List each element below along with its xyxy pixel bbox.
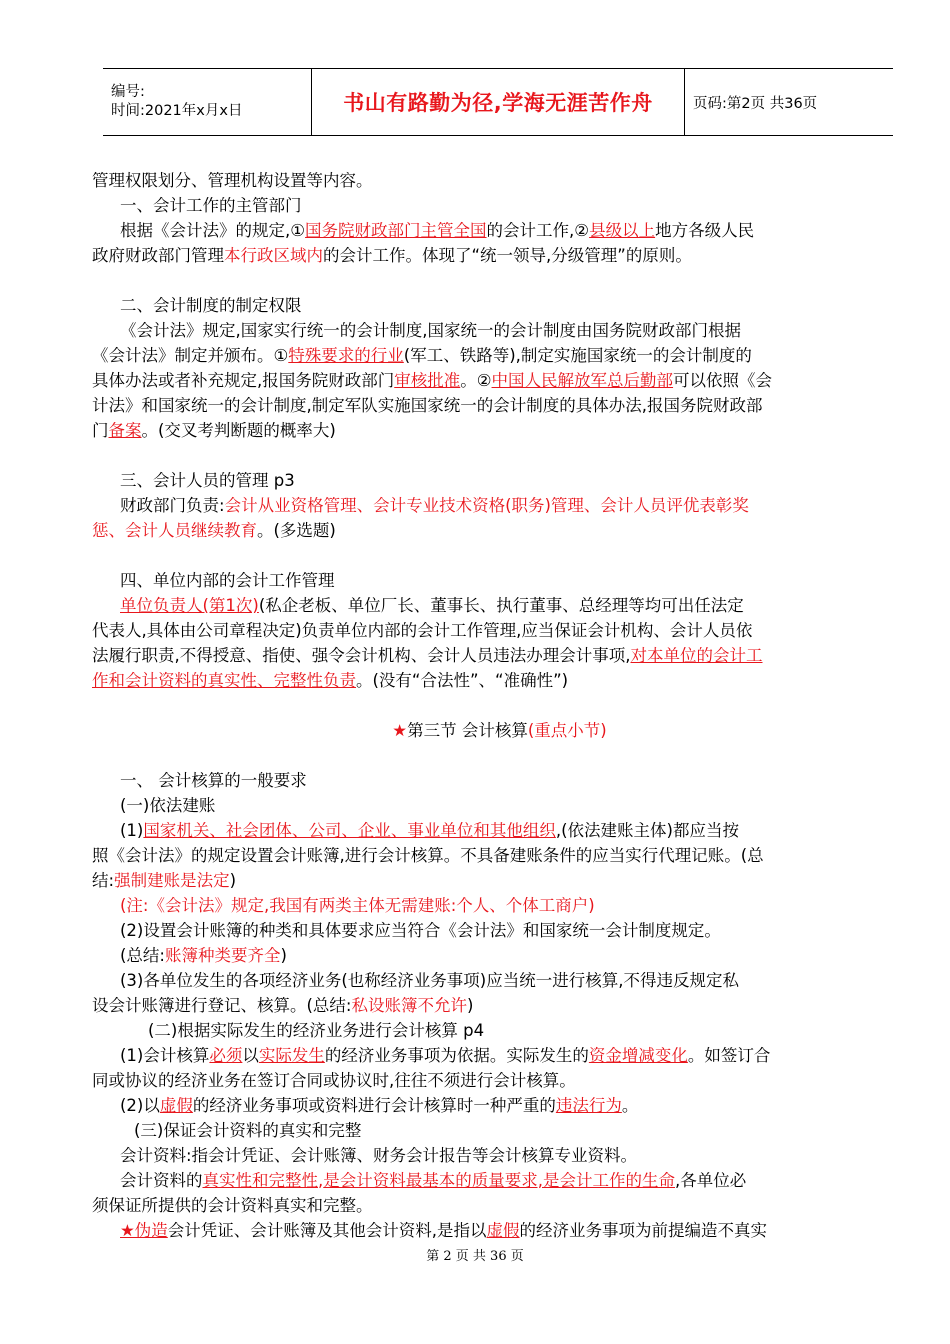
star-icon: ★ [392, 721, 408, 740]
header-meta [103, 69, 312, 136]
paragraph: 门备案。(交叉考判断题的概率大) [92, 421, 336, 440]
paragraph: 计法》和国家统一的会计制度,制定军队实施国家统一的会计制度的具体办法,报国务院财政部 [92, 396, 763, 415]
document-header [103, 68, 893, 136]
paragraph: 《会计法》制定并颁布。①特殊要求的行业(军工、铁路等),制定实施国家统一的会计制度的 [92, 346, 752, 365]
sub-heading: (二)根据实际发生的经济业务进行会计核算 p4 [148, 1021, 485, 1040]
paragraph: 惩、会计人员继续教育。(多选题) [92, 521, 336, 540]
paragraph: 设会计账簿进行登记、核算。(总结:私设账簿不允许) [92, 996, 474, 1015]
paragraph: 法履行职责,不得授意、指使、强令会计机构、会计人员违法办理会计事项,对本单位的会计工 [92, 646, 763, 665]
paragraph: 政府财政部门管理本行政区域内的会计工作。体现了“统一领导,分级管理”的原则。 [92, 246, 692, 265]
number-label: 编号: [111, 84, 145, 100]
sub-heading: (一)依法建账 [120, 796, 216, 815]
sub-heading: (三)保证会计资料的真实和完整 [134, 1121, 362, 1140]
section-title: ★第三节 会计核算(重点小节) [392, 721, 607, 740]
paragraph: (1)国家机关、社会团体、公司、企业、事业单位和其他组织,(依法建账主体)都应当按 [120, 821, 739, 840]
paragraph: 会计资料:指会计凭证、会计账簿、财务会计报告等会计核算专业资料。 [120, 1146, 638, 1165]
paragraph: 作和会计资料的真实性、完整性负责。(没有“合法性”、“准确性”) [92, 671, 569, 690]
heading-general-requirements: 一、 会计核算的一般要求 [120, 771, 307, 790]
paragraph: 管理权限划分、管理机构设置等内容。 [92, 171, 373, 190]
document-body [92, 168, 907, 1243]
paragraph: 会计资料的真实性和完整性,是会计资料最基本的质量要求,是会计工作的生命,各单位必 [120, 1171, 747, 1190]
paragraph: (3)各单位发生的各项经济业务(也称经济业务事项)应当统一进行核算,不得违反规定私 [120, 971, 739, 990]
paragraph: (1)会计核算必须以实际发生的经济业务事项为依据。实际发生的资金增减变化。如签订合 [120, 1046, 771, 1065]
heading-4: 四、单位内部的会计工作管理 [120, 571, 335, 590]
paragraph: 须保证所提供的会计资料真实和完整。 [92, 1196, 373, 1215]
paragraph: 同或协议的经济业务在签订合同或协议时,往往不须进行会计核算。 [92, 1071, 576, 1090]
header-page-info: 页码:第2页 共36页 [685, 69, 894, 136]
paragraph: 具体办法或者补充规定,报国务院财政部门审核批准。②中国人民解放军总后勤部可以依照《会 [92, 371, 773, 390]
note: (注:《会计法》规定,我国有两类主体无需建账:个人、个体工商户) [120, 896, 595, 915]
page-footer: 第 2 页 共 36 页 [426, 1249, 524, 1264]
heading-1: 一、会计工作的主管部门 [120, 196, 302, 215]
heading-3: 三、会计人员的管理 p3 [120, 471, 295, 490]
paragraph: (2)以虚假的经济业务事项或资料进行会计核算时一种严重的违法行为。 [120, 1096, 639, 1115]
paragraph: (总结:账簿种类要齐全) [120, 946, 287, 965]
header-motto: 书山有路勤为径,学海无涯苦作舟 [312, 69, 685, 136]
paragraph: 结:强制建账是法定) [92, 871, 236, 890]
heading-2: 二、会计制度的制定权限 [120, 296, 302, 315]
time-label: 时间:2021年x月x日 [111, 103, 243, 119]
paragraph: 《会计法》规定,国家实行统一的会计制度,国家统一的会计制度由国务院财政部门根据 [120, 321, 741, 340]
paragraph: 单位负责人(第1次)(私企老板、单位厂长、董事长、执行董事、总经理等均可出任法定 [120, 596, 744, 615]
paragraph: 照《会计法》的规定设置会计账簿,进行会计核算。不具备建账条件的应当实行代理记账。(总 [92, 846, 764, 865]
paragraph: 代表人,具体由公司章程决定)负责单位内部的会计工作管理,应当保证会计机构、会计人员依 [92, 621, 753, 640]
paragraph: 根据《会计法》的规定,①国务院财政部门主管全国的会计工作,②县级以上地方各级人民 [120, 221, 755, 240]
paragraph: ★伪造会计凭证、会计账簿及其他会计资料,是指以虚假的经济业务事项为前提编造不真实 [120, 1221, 768, 1240]
paragraph: 财政部门负责:会计从业资格管理、会计专业技术资格(职务)管理、会计人员评优表彰奖 [120, 496, 749, 515]
paragraph: (2)设置会计账簿的种类和具体要求应当符合《会计法》和国家统一会计制度规定。 [120, 921, 721, 940]
